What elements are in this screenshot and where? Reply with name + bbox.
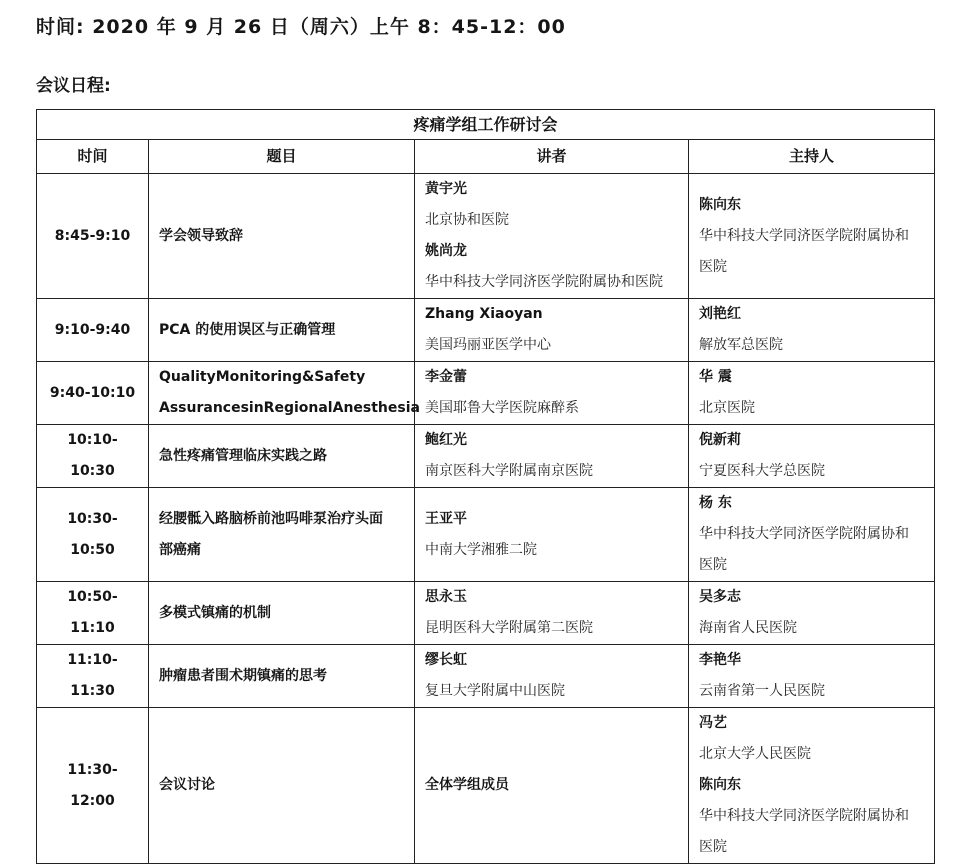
host-line: 北京大学人民医院	[699, 746, 811, 762]
table-row	[37, 299, 935, 362]
table-row	[37, 582, 935, 645]
speaker-line: 黄宇光	[425, 181, 467, 197]
topic-cell	[149, 582, 415, 645]
host-cell	[689, 174, 935, 299]
table-row	[37, 174, 935, 299]
topic-line: 经腰骶入路脑桥前池吗啡泵治疗头面	[159, 510, 383, 527]
speaker-line: 缪长虹	[425, 652, 467, 668]
topic-line: QualityMonitoring&Safety	[159, 369, 366, 385]
table-row	[37, 425, 935, 488]
time-cell: 11:10-11:30	[37, 645, 149, 708]
speaker-line: 美国耶鲁大学医院麻醉系	[425, 400, 579, 416]
speaker-line: 华中科技大学同济医学院附属协和医院	[425, 274, 663, 290]
host-line: 医院	[699, 258, 727, 275]
topic-line: 部癌痛	[159, 541, 201, 558]
column-header-topic: 题目	[149, 140, 415, 174]
host-line: 宁夏医科大学总医院	[699, 463, 825, 479]
topic-cell	[149, 645, 415, 708]
host-line: 海南省人民医院	[699, 620, 797, 636]
speaker-cell	[415, 488, 689, 582]
table-title: 疼痛学组工作研讨会	[37, 110, 935, 140]
topic-cell	[149, 425, 415, 488]
host-line: 医院	[699, 557, 727, 573]
topic-line: 肿瘤患者围术期镇痛的思考	[159, 667, 327, 684]
host-line: 杨 东	[699, 495, 732, 511]
host-line: 冯艺	[699, 715, 727, 731]
host-cell	[689, 425, 935, 488]
speaker-line: Zhang Xiaoyan	[425, 306, 543, 322]
host-cell	[689, 362, 935, 425]
time-cell: 9:40-10:10	[37, 362, 149, 425]
speaker-line: 南京医科大学附属南京医院	[425, 463, 593, 479]
host-cell	[689, 299, 935, 362]
topic-cell	[149, 299, 415, 362]
host-line: 华 震	[699, 369, 732, 385]
table-title-row	[37, 110, 935, 140]
speaker-cell	[415, 362, 689, 425]
topic-line: 急性疼痛管理临床实践之路	[159, 447, 327, 464]
table-row	[37, 488, 935, 582]
time-cell: 10:50-11:10	[37, 582, 149, 645]
topic-cell	[149, 488, 415, 582]
host-line: 华中科技大学同济医学院附属协和	[699, 808, 909, 824]
host-line: 陈向东	[699, 777, 741, 793]
host-cell	[689, 708, 935, 864]
time-cell: 10:30-10:50	[37, 488, 149, 582]
topic-line: 会议讨论	[159, 777, 215, 793]
time-cell: 8:45-9:10	[37, 174, 149, 299]
topic-line: 多模式镇痛的机制	[159, 604, 271, 621]
table-row	[37, 645, 935, 708]
host-line: 吴多志	[699, 589, 741, 605]
speaker-cell	[415, 174, 689, 299]
time-cell: 10:10-10:30	[37, 425, 149, 488]
column-header-speaker: 讲者	[415, 140, 689, 174]
host-line: 解放军总医院	[699, 337, 783, 353]
speaker-line: 王亚平	[425, 510, 467, 527]
speaker-cell	[415, 708, 689, 864]
column-header-host: 主持人	[689, 140, 935, 174]
speaker-line: 鲍红光	[425, 432, 467, 448]
host-line: 医院	[699, 839, 727, 855]
topic-line: AssurancesinRegionalAnesthesia	[159, 400, 420, 416]
topic-line: 学会领导致辞	[159, 227, 243, 244]
table-row	[37, 708, 935, 864]
speaker-cell	[415, 645, 689, 708]
schedule-body	[37, 174, 935, 864]
host-line: 倪新莉	[699, 432, 741, 448]
speaker-line: 李金蕾	[425, 369, 467, 385]
time-cell: 11:30-12:00	[37, 708, 149, 864]
speaker-line: 美国玛丽亚医学中心	[425, 337, 551, 353]
speaker-cell	[415, 299, 689, 362]
speaker-cell	[415, 425, 689, 488]
host-cell	[689, 645, 935, 708]
topic-cell	[149, 708, 415, 864]
schedule-section-label: 会议日程:	[36, 76, 111, 96]
host-cell	[689, 582, 935, 645]
speaker-cell	[415, 582, 689, 645]
host-line: 华中科技大学同济医学院附属协和	[699, 526, 909, 542]
host-line: 陈向东	[699, 196, 741, 213]
topic-cell	[149, 174, 415, 299]
speaker-line: 昆明医科大学附属第二医院	[425, 620, 593, 636]
column-header-time: 时间	[37, 140, 149, 174]
speaker-line: 姚尚龙	[425, 243, 467, 259]
event-datetime: 时间: 2020 年 9 月 26 日（周六）上午 8：45-12：00	[36, 16, 566, 38]
table-row	[37, 362, 935, 425]
speaker-line: 复旦大学附属中山医院	[425, 683, 565, 699]
speaker-line: 全体学组成员	[425, 777, 509, 793]
host-line: 北京医院	[699, 400, 755, 416]
speaker-line: 思永玉	[425, 589, 467, 605]
topic-cell	[149, 362, 420, 425]
host-line: 李艳华	[699, 652, 741, 668]
time-cell: 9:10-9:40	[37, 299, 149, 362]
speaker-line: 中南大学湘雅二院	[425, 541, 537, 558]
host-line: 云南省第一人民医院	[699, 683, 825, 699]
table-header-row	[37, 140, 935, 174]
host-cell	[689, 488, 935, 582]
speaker-line: 北京协和医院	[425, 212, 509, 228]
host-line: 华中科技大学同济医学院附属协和	[699, 227, 909, 244]
host-line: 刘艳红	[699, 306, 741, 322]
schedule-table	[36, 109, 935, 864]
topic-line: PCA 的使用误区与正确管理	[159, 321, 336, 338]
